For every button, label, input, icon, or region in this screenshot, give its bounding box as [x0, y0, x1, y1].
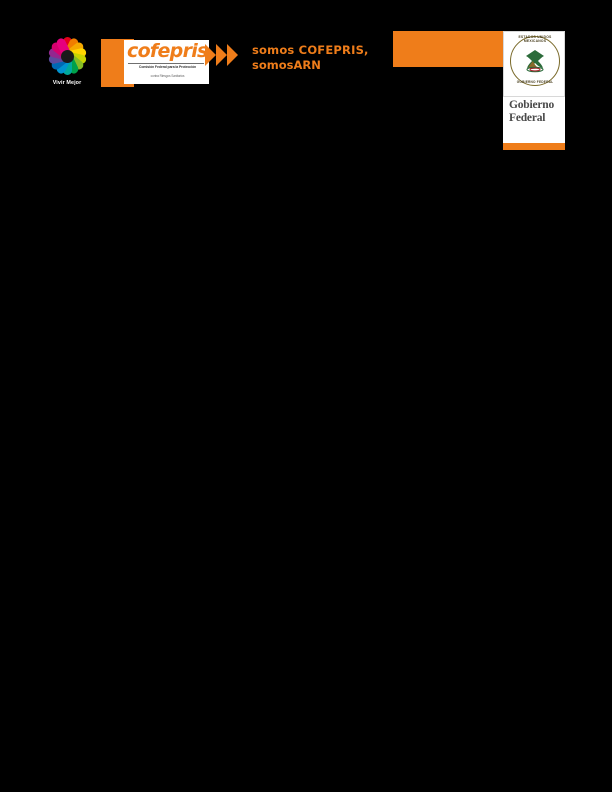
slogan-line-2: somosARN: [252, 57, 321, 72]
cofepris-wordmark: cofepris: [127, 40, 208, 62]
coat-of-arms-top-text: ESTADOS UNIDOS MEXICANOS: [518, 35, 552, 43]
coat-of-arms-bottom-text: GOBIERNO FEDERAL: [516, 80, 554, 84]
vivir-mejor-logo: [38, 34, 96, 92]
gobierno-title-line-2: Federal: [509, 111, 546, 124]
slogan-line-1: somos COFEPRIS,: [252, 43, 369, 57]
cofepris-divider: [128, 63, 204, 64]
mexico-coat-of-arms-icon: [503, 31, 565, 97]
chevron-right-icon: [205, 44, 239, 66]
document-header: [0, 0, 612, 150]
eagle-glyph: [520, 47, 550, 73]
gobierno-federal-title: [503, 97, 565, 125]
cofepris-subtitle-line2: contra Riesgos Sanitarios: [150, 74, 185, 78]
gobierno-title-line-1: Gobierno: [509, 99, 555, 111]
vivir-mejor-label: Vivir Mejor: [52, 80, 82, 86]
orange-banner: [393, 31, 503, 67]
gobierno-federal-logo: [503, 31, 565, 143]
document-body: [0, 150, 612, 792]
flower-core: [61, 50, 74, 63]
cofepris-logo: [124, 40, 209, 84]
cofepris-subtitle-line1: Comisión Federal para la Protección: [138, 65, 197, 69]
